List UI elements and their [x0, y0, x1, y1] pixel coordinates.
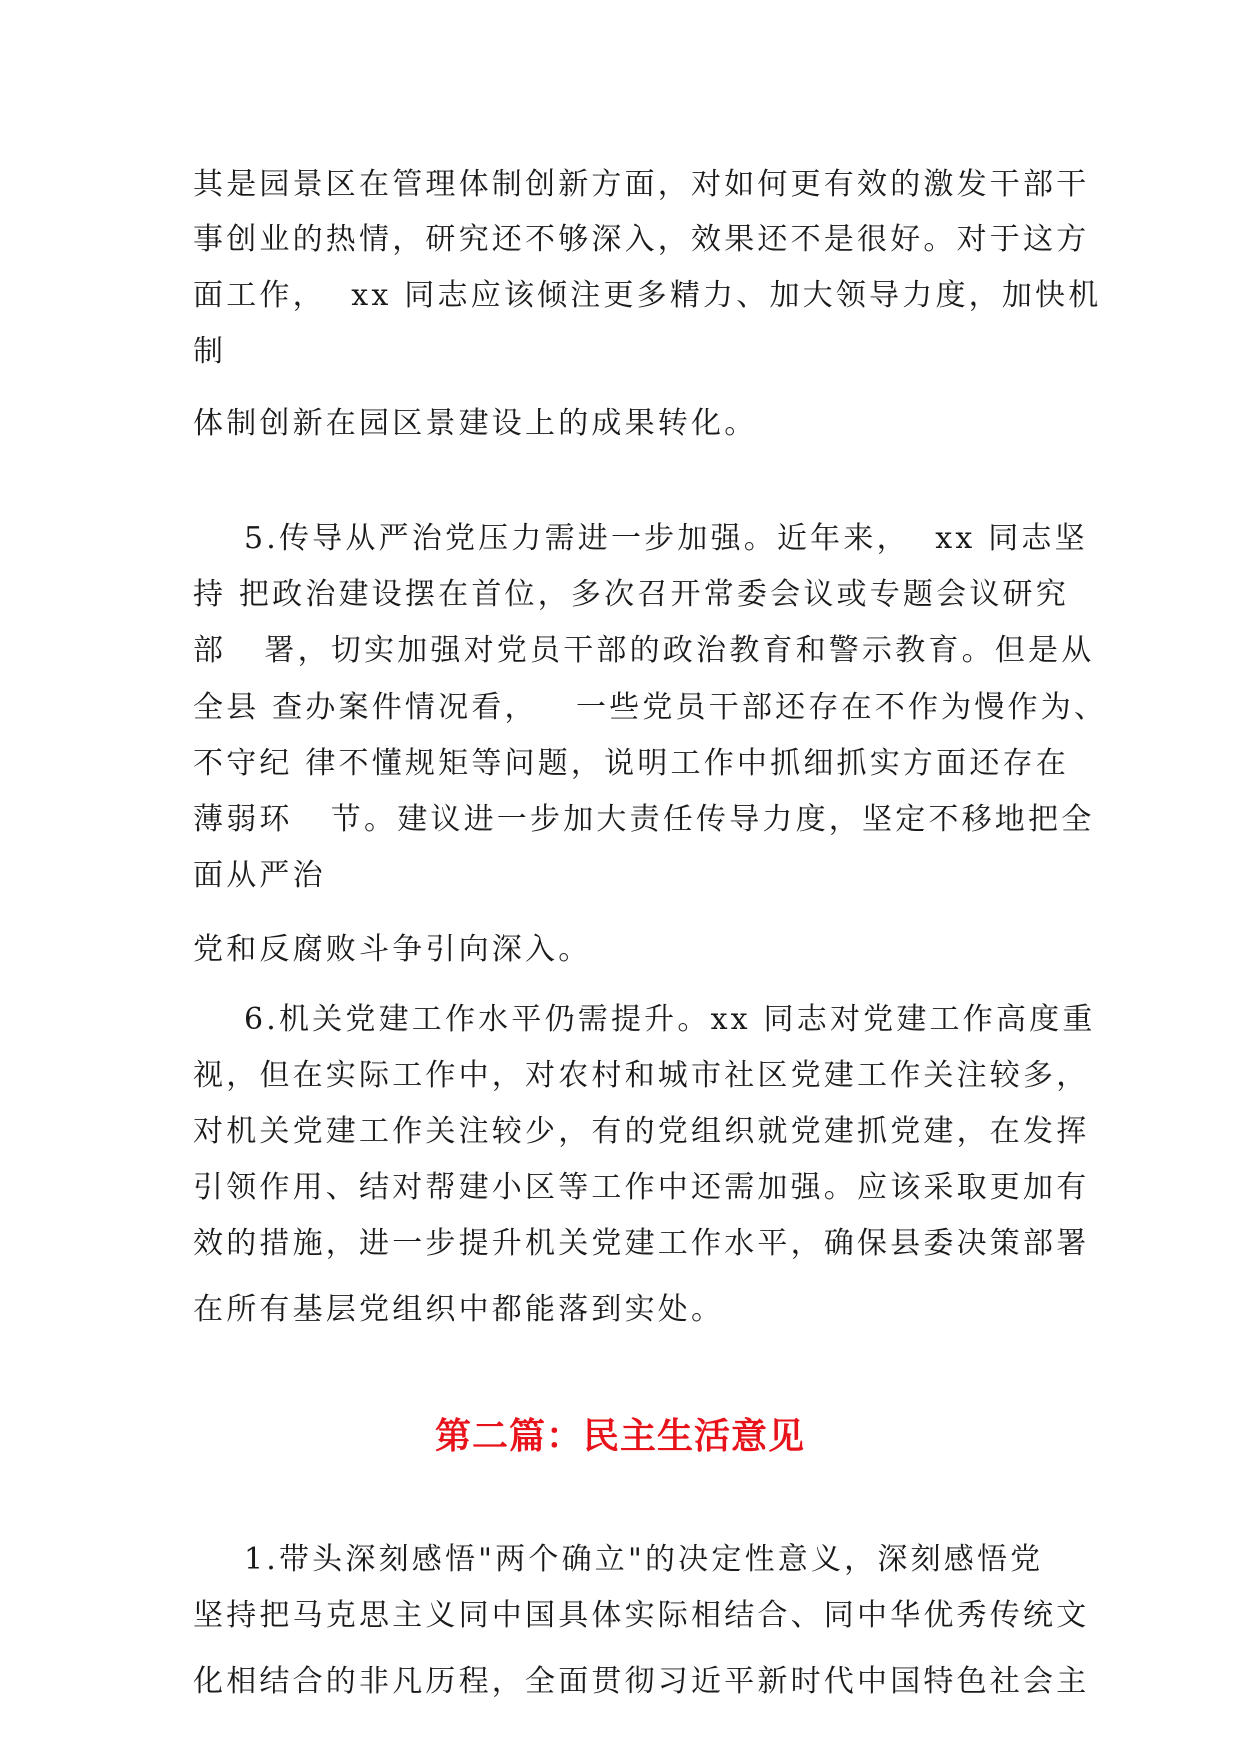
paragraph-line: 持 把政治建设摆在首位，多次召开常委会议或专题会议研究 [193, 577, 1069, 612]
paragraph-line: 视，但在实际工作中，对农村和城市社区党建工作关注较多， [193, 1058, 1090, 1093]
paragraph-line: 对机关党建工作关注较少，有的党组织就党建抓党建，在发挥 [193, 1114, 1090, 1149]
paragraph-line: 部 署，切实加强对党员干部的政治教育和警示教育。但是从 [193, 633, 1095, 668]
paragraph-line: 化相结合的非凡历程，全面贯彻习近平新时代中国特色社会主 [193, 1664, 1090, 1699]
paragraph-line: 全县 查办案件情况看， 一些党员干部还存在不作为慢作为、 [193, 690, 1108, 725]
paragraph-line: 薄弱环 节。建议进一步加大责任传导力度，坚定不移地把全 [193, 802, 1095, 837]
paragraph-line: 5.传导从严治党压力需进一步加强。近年来， xx 同志坚 [193, 521, 1088, 556]
paragraph-line: 其是园景区在管理体制创新方面，对如何更有效的激发干部干 [193, 167, 1090, 202]
paragraph-line: 党和反腐败斗争引向深入。 [193, 932, 592, 967]
paragraph-line: 体制创新在园区景建设上的成果转化。 [193, 406, 758, 441]
paragraph-line: 面工作， xx 同志应该倾注更多精力、加大领导力度，加快机 [193, 278, 1102, 313]
paragraph-line: 效的措施，进一步提升机关党建工作水平，确保县委决策部署 [193, 1226, 1090, 1261]
section-heading: 第二篇：民主生活意见 [434, 1416, 805, 1457]
paragraph-line: 不守纪 律不懂规矩等问题，说明工作中抓细抓实方面还存在 [193, 746, 1069, 781]
paragraph-line: 6.机关党建工作水平仍需提升。xx 同志对党建工作高度重 [193, 1002, 1096, 1037]
paragraph-line: 在所有基层党组织中都能落到实处。 [193, 1292, 725, 1327]
paragraph-line: 事创业的热情，研究还不够深入，效果还不是很好。对于这方 [193, 222, 1090, 257]
paragraph-line: 面从严治 [193, 858, 326, 893]
paragraph-line: 制 [193, 334, 227, 369]
paragraph-line: 坚持把马克思主义同中国具体实际相结合、同中华优秀传统文 [193, 1598, 1090, 1633]
paragraph-line: 1.带头深刻感悟"两个确立"的决定性意义，深刻感悟党 [193, 1542, 1044, 1577]
paragraph-line: 引领作用、结对帮建小区等工作中还需加强。应该采取更加有 [193, 1170, 1090, 1205]
